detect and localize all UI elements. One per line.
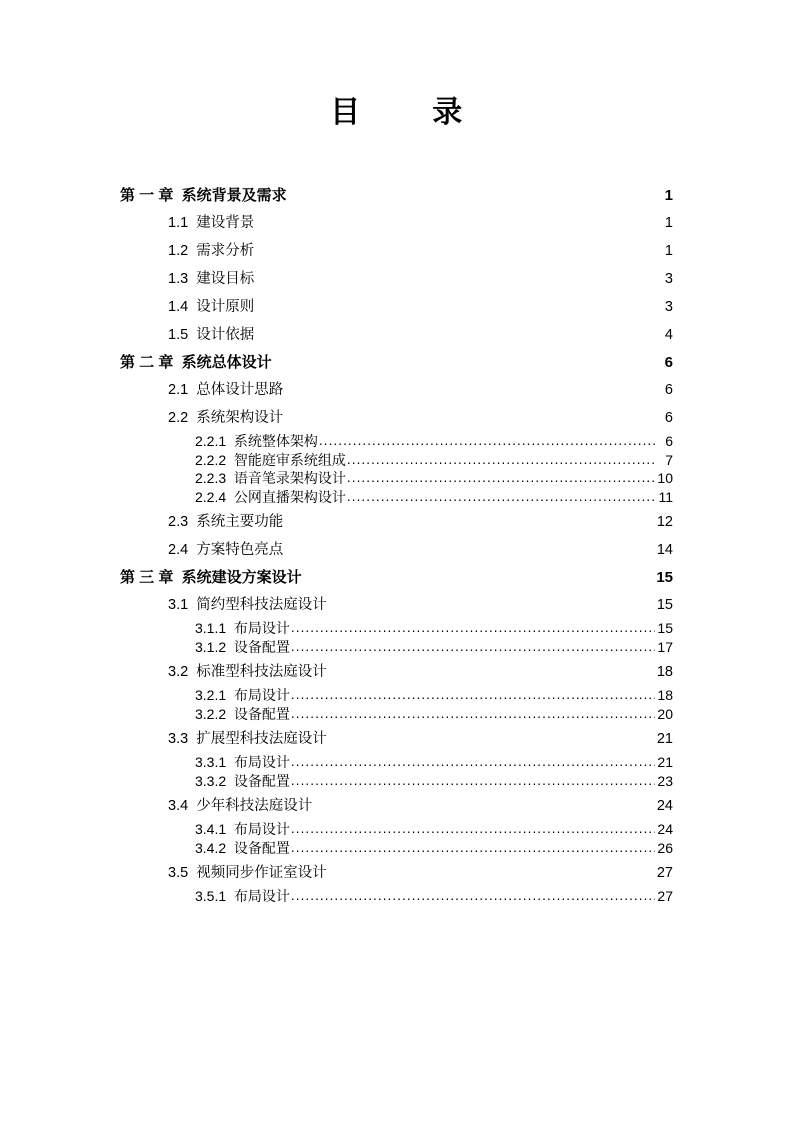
toc-entry-label: 3.1.1 布局设计 — [195, 620, 290, 636]
dot-leader — [319, 432, 655, 446]
toc-entry-page-number: 15 — [656, 569, 673, 586]
toc-entry-page-number: 20 — [657, 705, 673, 722]
toc-entry[interactable] — [0, 619, 793, 638]
toc-entry[interactable] — [0, 404, 793, 432]
toc-entry-page-number: 21 — [657, 754, 673, 770]
toc-entry[interactable] — [0, 859, 793, 887]
toc-entry-label: 1.1 建设背景 — [168, 215, 255, 231]
dot-leader — [291, 772, 655, 786]
toc-entry-page-number: 24 — [657, 821, 673, 837]
toc-entry[interactable] — [0, 209, 793, 237]
toc-entry[interactable] — [0, 182, 793, 209]
dot-leader — [291, 638, 655, 652]
toc-entry[interactable] — [0, 451, 793, 470]
dot-leader — [328, 729, 654, 744]
toc-entry-page-number: 1 — [664, 187, 673, 204]
toc-entry-page-number: 6 — [664, 354, 673, 371]
dot-leader — [291, 839, 655, 853]
toc-entry-page-number: 6 — [665, 433, 673, 449]
dot-leader — [255, 241, 654, 256]
dot-leader — [287, 185, 665, 200]
dot-leader — [313, 796, 654, 811]
toc-entry-label: 3.5.1 布局设计 — [195, 888, 290, 904]
dot-leader — [347, 451, 655, 465]
dot-leader — [328, 662, 654, 677]
toc-entry-page-number: 4 — [664, 327, 673, 343]
dot-leader — [255, 213, 654, 228]
toc-entry-page-number: 3 — [664, 271, 673, 287]
dot-leader — [284, 540, 654, 555]
dot-leader — [291, 820, 655, 834]
toc-list — [0, 182, 793, 906]
toc-entry-page-number: 6 — [664, 382, 673, 398]
dot-leader — [291, 887, 655, 901]
toc-entry-page-number: 3 — [664, 299, 673, 315]
toc-entry[interactable] — [0, 293, 793, 321]
toc-entry[interactable] — [0, 638, 793, 657]
dot-leader — [291, 753, 655, 767]
toc-entry[interactable] — [0, 686, 793, 705]
toc-entry-label: 2.2.2 智能庭审系统组成 — [195, 451, 346, 468]
toc-entry-page-number: 18 — [657, 687, 673, 703]
toc-entry-label: 1.4 设计原则 — [168, 299, 255, 315]
toc-entry-label: 2.3 系统主要功能 — [168, 514, 284, 530]
toc-entry[interactable] — [0, 839, 793, 858]
toc-entry[interactable] — [0, 469, 793, 488]
toc-entry-page-number: 24 — [656, 798, 673, 814]
toc-entry-label: 2.4 方案特色亮点 — [168, 542, 284, 558]
toc-entry[interactable] — [0, 376, 793, 404]
toc-entry-label: 3.4.2 设备配置 — [195, 839, 290, 856]
toc-entry-page-number: 1 — [664, 215, 673, 231]
toc-entry-label: 3.1 简约型科技法庭设计 — [168, 597, 327, 613]
toc-entry[interactable] — [0, 753, 793, 772]
dot-leader — [291, 705, 655, 719]
toc-entry-label: 2.2 系统架构设计 — [168, 410, 284, 426]
dot-leader — [284, 380, 654, 395]
dot-leader — [347, 469, 655, 483]
toc-entry-label: 3.3.1 布局设计 — [195, 754, 290, 770]
toc-entry[interactable] — [0, 725, 793, 753]
toc-entry-label: 3.5 视频同步作证室设计 — [168, 865, 327, 881]
toc-entry[interactable] — [0, 508, 793, 536]
toc-entry-page-number: 15 — [657, 620, 673, 636]
dot-leader — [255, 269, 654, 284]
toc-entry-label: 第 三 章 系统建设方案设计 — [120, 569, 302, 586]
toc-entry-label: 3.2.1 布局设计 — [195, 687, 290, 703]
toc-entry[interactable] — [0, 772, 793, 791]
toc-entry-label: 1.3 建设目标 — [168, 271, 255, 287]
toc-entry-label: 2.1 总体设计思路 — [168, 382, 284, 398]
toc-entry-page-number: 27 — [656, 865, 673, 881]
toc-entry-label: 3.2 标准型科技法庭设计 — [168, 664, 327, 680]
toc-entry-page-number: 26 — [657, 839, 673, 856]
toc-entry[interactable] — [0, 820, 793, 839]
toc-entry-page-number: 17 — [657, 638, 673, 655]
dot-leader — [255, 325, 654, 340]
toc-entry[interactable] — [0, 564, 793, 591]
toc-entry-label: 第 二 章 系统总体设计 — [120, 354, 272, 371]
toc-entry-page-number: 18 — [656, 664, 673, 680]
dot-leader — [272, 352, 665, 367]
toc-entry[interactable] — [0, 705, 793, 724]
dot-leader — [328, 863, 654, 878]
dot-leader — [328, 595, 654, 610]
toc-entry-label: 3.3 扩展型科技法庭设计 — [168, 731, 327, 747]
toc-entry-page-number: 12 — [656, 514, 673, 530]
toc-entry-page-number: 14 — [656, 542, 673, 558]
toc-entry[interactable] — [0, 237, 793, 265]
toc-entry-label: 3.3.2 设备配置 — [195, 772, 290, 789]
dot-leader — [291, 619, 655, 633]
dot-leader — [302, 567, 657, 582]
toc-entry-label: 3.4 少年科技法庭设计 — [168, 798, 313, 814]
toc-entry[interactable] — [0, 432, 793, 451]
toc-entry-label: 3.2.2 设备配置 — [195, 705, 290, 722]
dot-leader — [291, 686, 655, 700]
toc-entry[interactable] — [0, 658, 793, 686]
toc-entry[interactable] — [0, 887, 793, 906]
toc-entry-label: 第 一 章 系统背景及需求 — [120, 187, 287, 204]
toc-entry-label: 1.2 需求分析 — [168, 243, 255, 259]
dot-leader — [255, 297, 654, 312]
toc-entry-page-number: 23 — [657, 772, 673, 789]
toc-entry[interactable] — [0, 321, 793, 349]
toc-entry-label: 2.2.3 语音笔录架构设计 — [195, 470, 346, 486]
toc-entry[interactable] — [0, 591, 793, 619]
toc-entry-page-number: 21 — [656, 731, 673, 747]
toc-entry-page-number: 7 — [665, 451, 673, 468]
toc-entry[interactable] — [0, 349, 793, 376]
toc-entry-label: 3.1.2 设备配置 — [195, 638, 290, 655]
toc-entry[interactable] — [0, 536, 793, 564]
toc-entry-page-number: 1 — [664, 243, 673, 259]
dot-leader — [284, 408, 654, 423]
dot-leader — [284, 512, 654, 527]
toc-entry-label: 3.4.1 布局设计 — [195, 821, 290, 837]
toc-entry[interactable] — [0, 265, 793, 293]
toc-entry-label: 2.2.1 系统整体架构 — [195, 433, 318, 449]
page-title: 目 录 — [330, 96, 463, 129]
toc-entry-page-number: 15 — [656, 597, 673, 613]
dot-leader — [347, 488, 655, 502]
toc-entry-label: 2.2.4 公网直播架构设计 — [195, 488, 346, 505]
toc-entry[interactable] — [0, 792, 793, 820]
toc-entry-label: 1.5 设计依据 — [168, 327, 255, 343]
toc-entry-page-number: 6 — [664, 410, 673, 426]
toc-entry-page-number: 10 — [657, 470, 673, 486]
toc-entry-page-number: 27 — [657, 888, 673, 904]
toc-entry[interactable] — [0, 488, 793, 507]
toc-entry-page-number: 11 — [658, 488, 673, 505]
